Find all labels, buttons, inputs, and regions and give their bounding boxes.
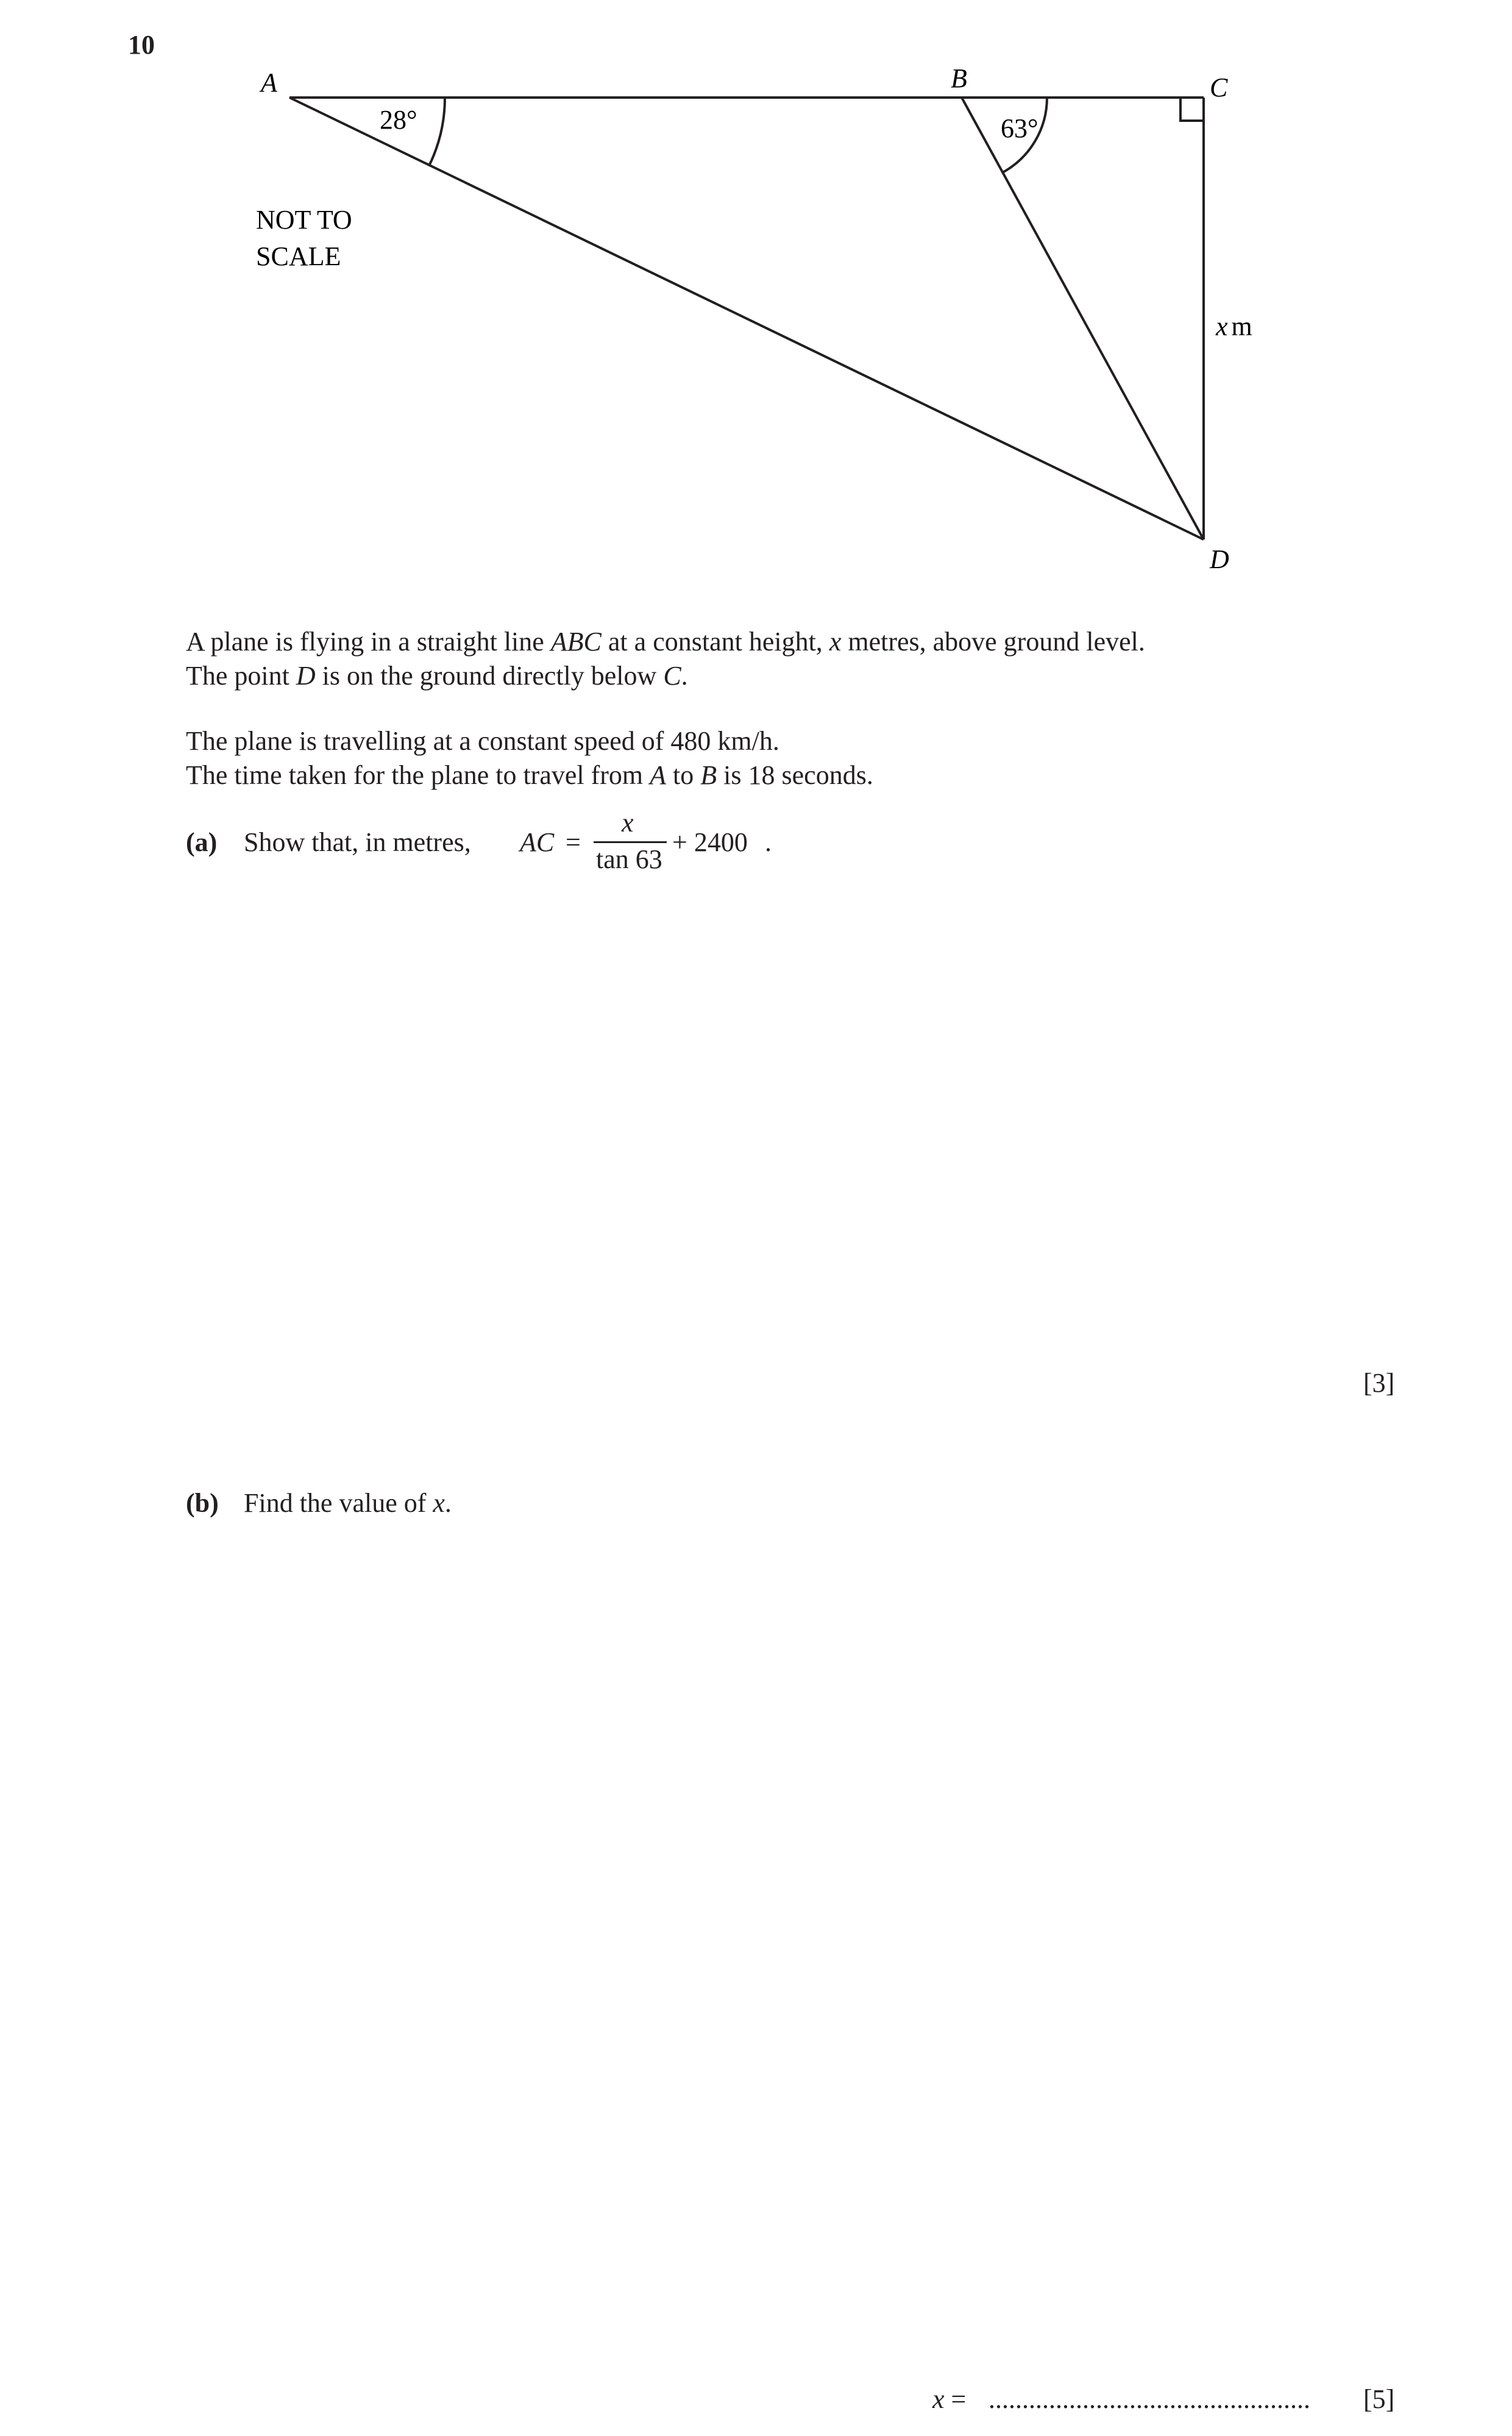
fraction-numerator: x	[622, 808, 634, 838]
p4-run-4: is 18 seconds.	[717, 760, 873, 790]
side-label-cd	[1215, 312, 1252, 341]
part-a-equals: =	[566, 827, 581, 857]
part-b-label: (b)	[186, 1488, 219, 1518]
p2-run-4: .	[681, 661, 688, 691]
right-angle-mark	[1180, 98, 1204, 121]
p4-run-2: to	[666, 760, 701, 790]
angle-label-b: 63°	[1001, 113, 1038, 143]
intro-paragraph-2	[186, 724, 873, 792]
part-a-label: (a)	[186, 827, 218, 857]
answer-label: x =	[932, 2384, 967, 2414]
p2-run-0: The point	[186, 661, 296, 691]
p1-run-2: at a constant height,	[601, 627, 829, 657]
p2-run-2: is on the ground directly below	[315, 661, 664, 691]
point-label-d: D	[1210, 544, 1229, 574]
p4-run-3: B	[700, 760, 717, 790]
part-a-text: Show that, in metres,	[244, 827, 471, 857]
not-to-scale-line1: NOT TO	[256, 205, 352, 235]
p2-run-1: D	[296, 661, 316, 691]
not-to-scale-line2: SCALE	[256, 241, 341, 271]
side-label-var: x	[1216, 312, 1228, 341]
triangle-diagram	[0, 0, 1512, 610]
point-label-b: B	[951, 63, 967, 93]
point-label-a: A	[261, 68, 277, 98]
line-ad	[289, 98, 1204, 540]
side-label-unit: m	[1231, 312, 1252, 341]
fraction-bar	[594, 841, 667, 843]
answer-line[interactable]: ................................................	[988, 2384, 1310, 2414]
part-a-lhs: AC	[520, 827, 555, 857]
fraction-denominator: tan 63	[596, 844, 662, 874]
part-a-marks: [3]	[1363, 1368, 1395, 1398]
intro-paragraph-1	[186, 625, 1145, 693]
question-number: 10	[128, 30, 155, 60]
p1-run-1: ABC	[550, 627, 602, 657]
p2-run-3: C	[663, 661, 681, 691]
p1-run-4: metres, above ground level.	[841, 627, 1145, 657]
part-b-marks: [5]	[1363, 2384, 1395, 2414]
angle-arc-a	[429, 98, 445, 166]
line-bd	[962, 98, 1204, 540]
p1-run-0: A plane is flying in a straight line	[186, 627, 551, 657]
part-b-text: Find the value of x.	[244, 1488, 452, 1518]
speed-sentence: The plane is travelling at a constant speed of 480 km/h.	[186, 726, 779, 756]
p4-run-1: A	[650, 760, 667, 790]
point-label-c: C	[1210, 73, 1228, 102]
part-a-end: .	[765, 827, 772, 857]
part-a-plus-term: + 2400	[672, 827, 748, 857]
p1-run-3: x	[829, 627, 842, 657]
angle-label-a: 28°	[380, 105, 417, 135]
p4-run-0: The time taken for the plane to travel from	[186, 760, 650, 790]
